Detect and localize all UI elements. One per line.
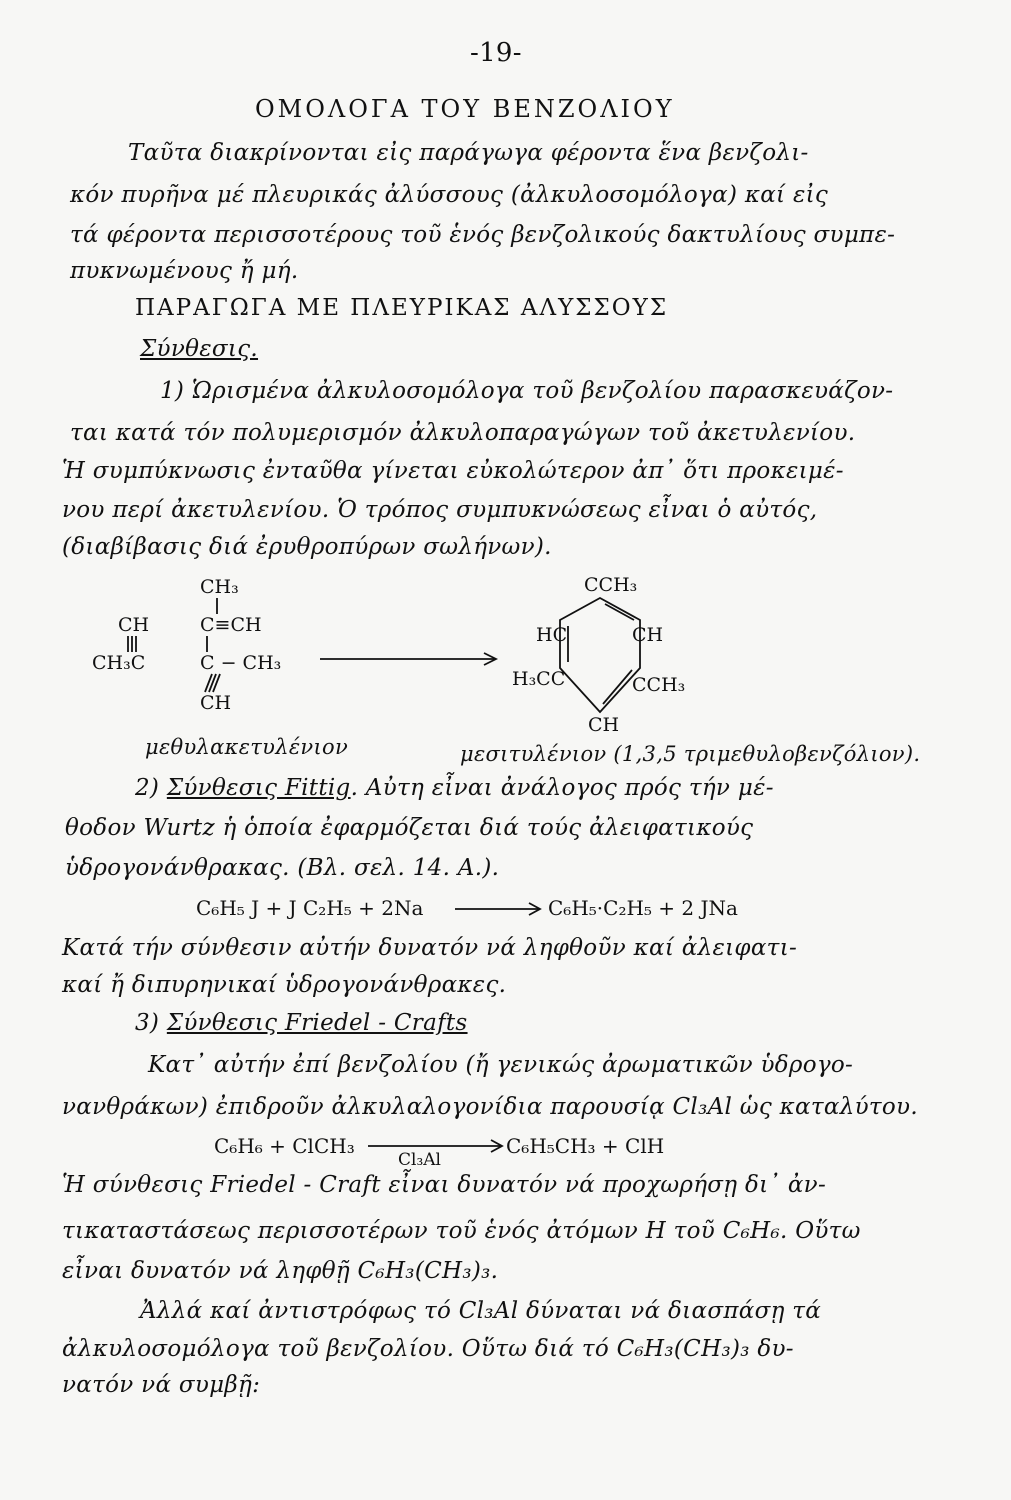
section-heading: ΠΑΡΑΓΩΓΑ ΜΕ ΠΛΕΥΡΙΚΑΣ ΑΛΥΣΣΟΥΣ <box>135 295 669 321</box>
item2b-line-2: καί ἤ διπυρηνικαί ὑδρογονάνθρακες. <box>62 972 507 998</box>
scheme-right-ch: CH <box>632 624 664 646</box>
item1-line-1: 1) Ὡρισμένα ἀλκυλοσομόλογα τοῦ βενζολίου παρασκευάζον- <box>160 378 894 404</box>
item2-method-name: Σύνθεσις Fittig <box>166 775 351 801</box>
scheme-left-ch3c: CH₃C <box>92 652 146 674</box>
item3b-line-2: τικαταστάσεως περισσοτέρων τοῦ ἑνός ἀτόμων H τοῦ C₆H₆. Οὕτω <box>62 1218 861 1244</box>
item3b-line-1: Ἡ σύνθεσις Friedel - Craft εἶναι δυνατόν νά προχωρήσῃ δι᾽ ἀν- <box>62 1172 827 1198</box>
item2b-line-1: Κατά τήν σύνθεσιν αὐτήν δυνατόν νά ληφθοῦν καί ἀλειφατι- <box>62 935 798 961</box>
intro-line-3: τά φέροντα περισσοτέρους τοῦ ἑνός βενζολικούς δακτυλίους συμπε- <box>70 222 896 248</box>
item3b-line-3: εἶναι δυνατόν νά ληφθῇ C₆H₃(CH₃)₃. <box>62 1258 499 1284</box>
scheme-right-name: μεσιτυλένιον (1,3,5 τριμεθυλοβενζόλιον). <box>460 742 921 766</box>
item2-rest: . Αὐτη εἶναι ἀνάλογος πρός τήν μέ- <box>350 775 774 801</box>
scheme-right-h3cc: H₃CC <box>512 668 566 690</box>
item3-line-2: νανθράκων) ἐπιδροῦν ἀλκυλαλογονίδια παρουσίᾳ Cl₃Al ὡς καταλύτου. <box>62 1094 918 1120</box>
page-title: ΟΜΟΛΟΓΑ ΤΟΥ ΒΕΝΖΟΛΙΟΥ <box>255 95 675 123</box>
eq2-right: C₆H₅CH₃ + ClH <box>506 1134 665 1158</box>
item1-line-2: ται κατά τόν πολυμερισμόν ἀλκυλοπαραγώγων τοῦ ἀκετυλενίου. <box>70 420 856 446</box>
item1-line-3: Ἡ συμπύκνωσις ἐνταῦθα γίνεται εὐκολώτερον ἀπ᾽ ὅτι προκειμέ- <box>62 458 844 484</box>
item3-label: 3) <box>135 1010 160 1036</box>
item3b-line-4: Ἀλλά καί ἀντιστρόφως τό Cl₃Al δύναται νά διασπάσῃ τά <box>140 1298 822 1324</box>
intro-line-1: Ταῦτα διακρίνονται εἰς παράγωγα φέροντα ἕνα βενζολι- <box>128 140 809 166</box>
scheme-right-hc: HC <box>536 624 568 646</box>
item1-line-5: (διαβίβασις διά ἐρυθροπύρων σωλήνων). <box>62 534 552 560</box>
eq2-left: C₆H₆ + ClCH₃ <box>214 1134 355 1158</box>
scheme-left-ch-bottom: CH <box>200 692 232 714</box>
scheme-left-ch3-top: CH₃ <box>200 576 239 598</box>
item3-method-name: Σύνθεσις Friedel - Crafts <box>166 1010 468 1036</box>
eq1-right: C₆H₅·C₂H₅ + 2 JNa <box>548 896 738 920</box>
intro-line-2: κόν πυρῆνα μέ πλευρικάς ἀλύσσους (ἀλκυλοσομόλογα) καί εἰς <box>70 182 829 208</box>
scheme-left-c-triple-ch: C≡CH <box>200 614 262 636</box>
item1-line-4: νου περί ἀκετυλενίου. Ὁ τρόπος συμπυκνώσεως εἶναι ὁ αὐτός, <box>62 497 818 523</box>
item2-line-3: ὑδρογονάνθρακας. (Βλ. σελ. 14. Α.). <box>65 855 500 881</box>
scheme-right-cch3-top: CCH₃ <box>584 574 638 596</box>
synthesis-heading: Σύνθεσις. <box>140 336 259 362</box>
intro-line-4: πυκνωμένους ἤ μή. <box>70 258 299 284</box>
eq2-catalyst: Cl₃Al <box>398 1150 441 1170</box>
scheme-right-ch-bottom: CH <box>588 714 620 736</box>
item3b-line-5: ἀλκυλοσομόλογα τοῦ βενζολίου. Οὕτω διά τό C₆H₃(CH₃)₃ δυ- <box>62 1336 794 1362</box>
scheme-left-c-ch3: C − CH₃ <box>200 652 282 674</box>
scheme-right-cch3: CCH₃ <box>632 674 686 696</box>
eq1-left: C₆H₅ J + J C₂H₅ + 2Na <box>196 896 424 920</box>
page-number: -19- <box>470 38 522 68</box>
scheme-left-name: μεθυλακετυλένιον <box>145 735 349 759</box>
scheme-left-ch: CH <box>118 614 150 636</box>
item3-line-1: Κατ᾽ αὐτήν ἐπί βενζολίου (ἤ γενικώς ἀρωματικῶν ὑδρογο- <box>148 1052 854 1078</box>
item2-line-2: θοδον Wurtz ἡ ὁποία ἐφαρμόζεται διά τούς ἀλειφατικούς <box>65 815 754 841</box>
item3b-line-6: νατόν νά συμβῇ: <box>62 1372 261 1398</box>
item2-label: 2) <box>135 775 160 801</box>
